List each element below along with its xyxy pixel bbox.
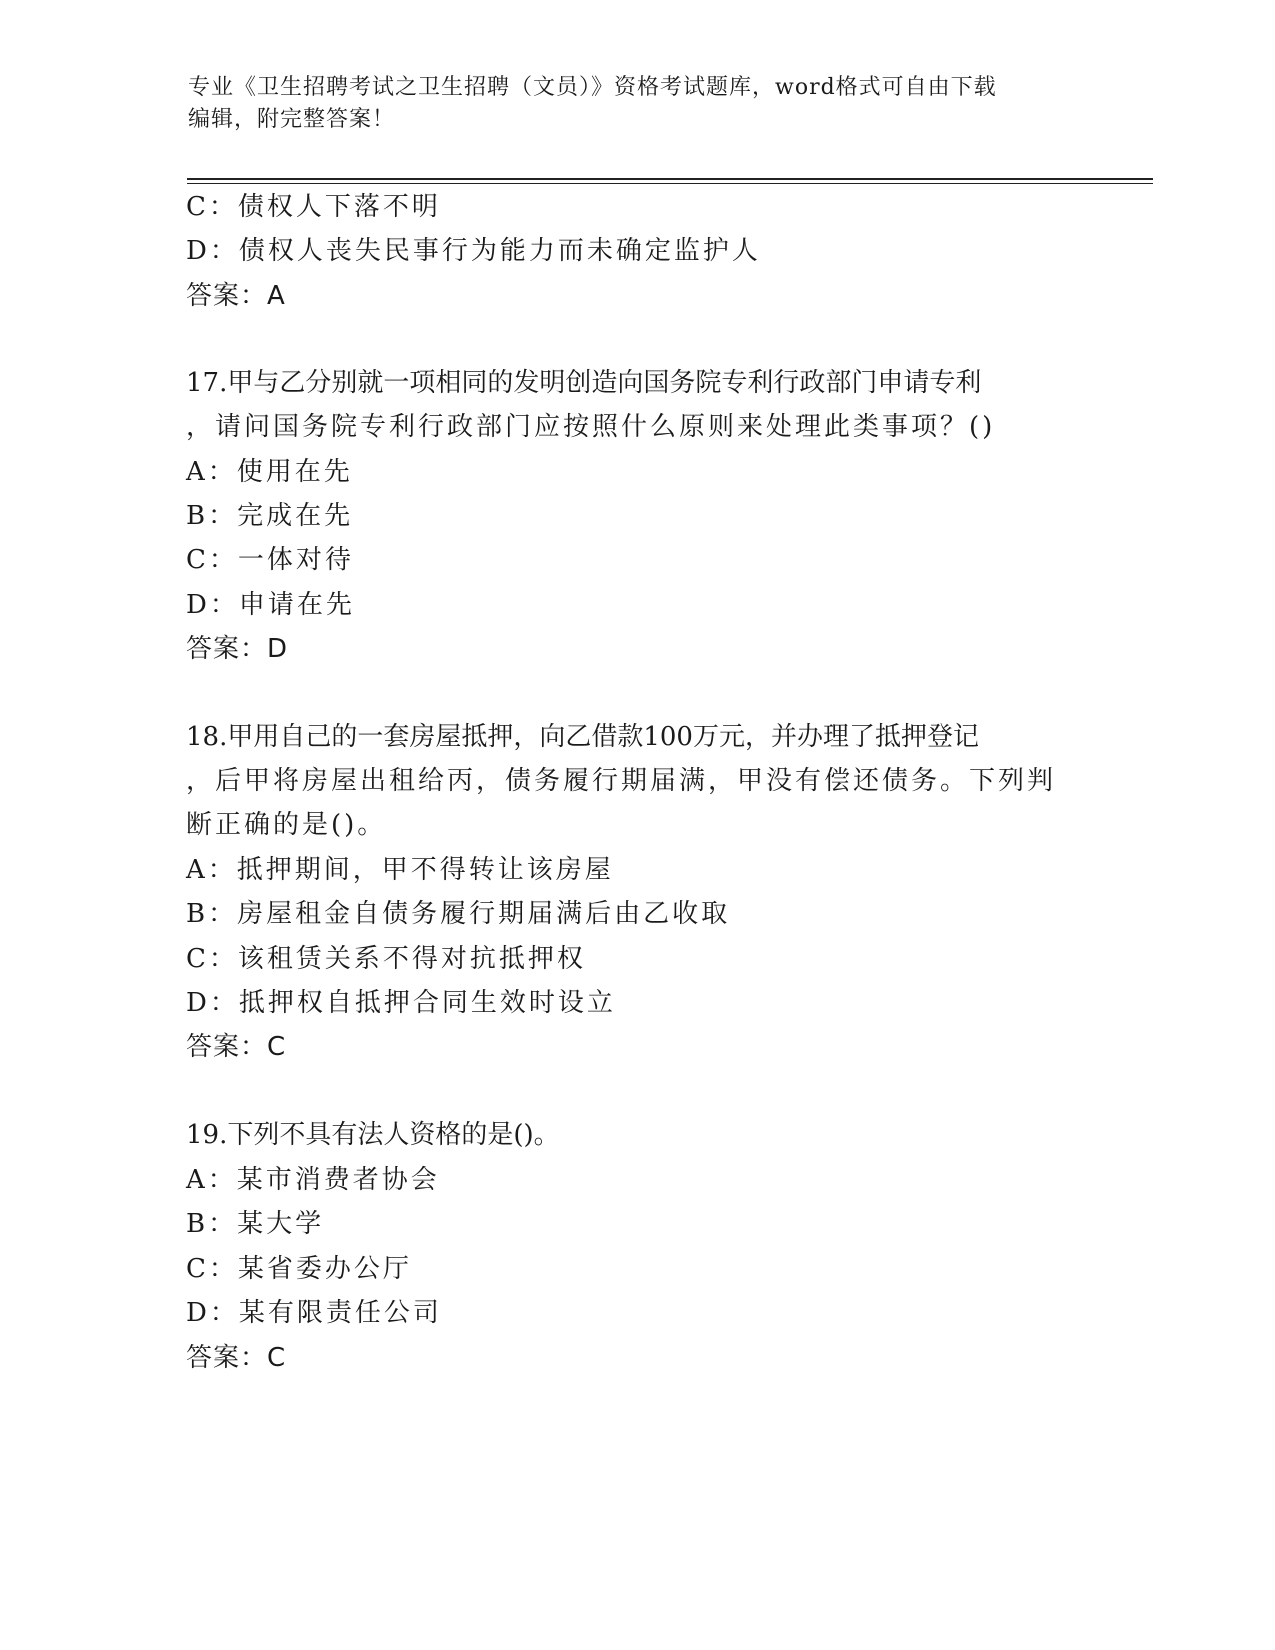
q19-option-b: B：某大学	[186, 1209, 325, 1239]
q17-stem-line-2: ，请问国务院专利行政部门应按照什么原则来处理此类事项？()	[186, 412, 996, 442]
q18-option-c: C：该租赁关系不得对抗抵押权	[186, 944, 586, 974]
q17-option-a: A：使用在先	[186, 457, 353, 487]
q17-option-c: C：一体对待	[186, 545, 354, 575]
q17-stem-line-1: 17.甲与乙分别就一项相同的发明创造向国务院专利行政部门申请专利	[186, 368, 982, 398]
q17-answer: 答案：D	[186, 634, 289, 664]
q17-option-d: D：申请在先	[186, 590, 355, 620]
document-header	[188, 72, 1088, 136]
prev-option-d: D：债权人丧失民事行为能力而未确定监护人	[186, 236, 761, 266]
q17-option-b: B：完成在先	[186, 501, 354, 531]
q18-answer: 答案：C	[186, 1032, 287, 1062]
header-line-2: 编辑，附完整答案！	[188, 107, 396, 132]
q19-option-d: D：某有限责任公司	[186, 1298, 442, 1328]
prev-option-c: C：债权人下落不明	[186, 192, 441, 222]
q19-option-c: C：某省委办公厅	[186, 1254, 412, 1284]
header-divider-thin	[187, 183, 1153, 184]
q18-option-a: A：抵押期间，甲不得转让该房屋	[186, 855, 614, 885]
q18-option-d: D：抵押权自抵押合同生效时设立	[186, 988, 616, 1018]
header-line-1: 专业《卫生招聘考试之卫生招聘（文员）》资格考试题库，word格式可自由下载	[188, 75, 997, 100]
prev-answer: 答案：A	[186, 281, 286, 311]
q18-stem-line-2: ，后甲将房屋出租给丙，债务履行期届满，甲没有偿还债务。下列判	[186, 766, 1057, 796]
q18-stem-line-1: 18.甲用自己的一套房屋抵押，向乙借款100万元，并办理了抵押登记	[186, 722, 979, 752]
q18-stem-line-3: 断正确的是()。	[186, 810, 387, 840]
q19-answer: 答案：C	[186, 1343, 287, 1373]
q18-option-b: B：房屋租金自债务履行期届满后由乙收取	[186, 899, 731, 929]
q19-stem-line-1: 19.下列不具有法人资格的是()。	[186, 1120, 560, 1150]
q19-option-a: A：某市消费者协会	[186, 1165, 440, 1195]
header-divider-thick	[187, 178, 1153, 180]
